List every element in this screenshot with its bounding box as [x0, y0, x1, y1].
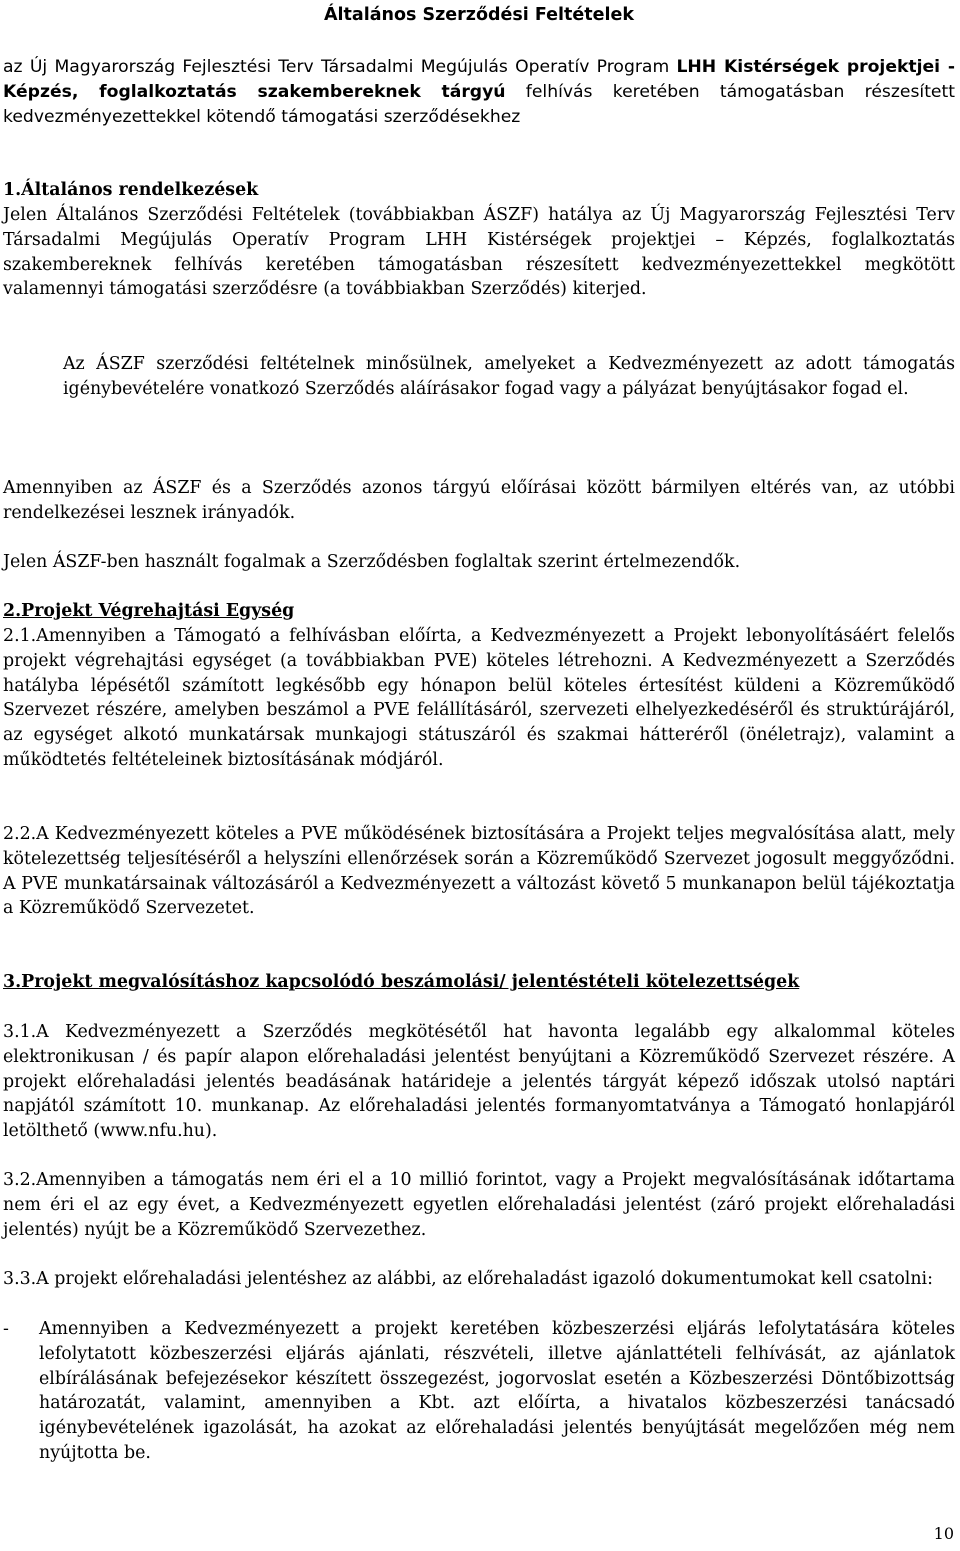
section-1-paragraph-2: Az ÁSZF szerződési feltételnek minősülnek, amelyeket a Kedvezményezett az adott támogatás igénybevételére vonatkozó Szerződés aláírásakor fogad vagy a pályázat benyújtásakor fogad el.	[63, 354, 955, 399]
section-2-heading	[3, 599, 955, 624]
section-1-paragraph-3: Amennyiben az ÁSZF és a Szerződés azonos tárgyú előírásai között bármilyen eltérés van, az utóbbi rendelkezései lesznek irányadók.	[3, 478, 955, 523]
section-3-heading-text: 3.Projekt megvalósításhoz kapcsolódó beszámolási/ jelentéstételi kötelezettségek	[3, 972, 800, 992]
section-3-paragraph-2: 3.2.Amennyiben a támogatás nem éri el a 10 millió forintot, vagy a Projekt megvalósításának időtartama nem éri el az egy évet, a Kedvezményezett egyetlen előrehaladási jelentést (záró projekt előrehaladási jelentés) nyújt be a Közreműködő Szervezethez.	[3, 1170, 955, 1240]
section-2-heading-text: 2.Projekt Végrehajtási Egység	[3, 601, 295, 621]
page-number: 10	[933, 1524, 954, 1543]
section-2-paragraph-2: 2.2.A Kedvezményezett köteles a PVE működésének biztosítására a Projekt teljes megvalósítása alatt, mely kötelezettség teljesítéséről a helyszíni ellenőrzések során a Közreműködő Szervezet jogosult meggyőződni. A PVE munkatársainak változásáról a Kedvezményezett a változást követő 5 munkanapon belül tájékoztatja a Közreműködő Szervezetet.	[3, 824, 955, 919]
section-1-heading: 1.Általános rendelkezések	[3, 180, 259, 200]
intro-bold-text: LHH Kistérségek projektjei - Képzés, foglalkoztatás szakembereknek tárgyú	[3, 57, 955, 102]
section-1-paragraph-4: Jelen ÁSZF-ben használt fogalmak a Szerződésben foglaltak szerint értelmezendők.	[3, 552, 741, 572]
section-1-paragraph-1: Jelen Általános Szerződési Feltételek (továbbiakban ÁSZF) hatálya az Új Magyarország Fejlesztési Terv Társadalmi Megújulás Operatív Program LHH Kistérségek projektjei – Képzés, foglalkoztatás szakembereknek felhívás keretében támogatásban részesített kedvezményezettekkel megkötött valamennyi támogatási szerződésre (a továbbiakban Szerződés) kiterjed.	[3, 205, 955, 300]
section-3-heading	[3, 970, 955, 995]
section-2-paragraph-1: 2.1.Amennyiben a Támogató a felhívásban előírta, a Kedvezményezett a Projekt lebonyolításáért felelős projekt végrehajtási egységet (a továbbiakban PVE) köteles létrehozni. A Kedvezményezett a Szerződés hatályba lépésétől számított legkésőbb egy hónapon belül köteles értesítést küldeni a Közreműködő Szervezet részére, amelyben beszámol a PVE felállításáról, szervezeti elhelyezkedéséről és struktúrájáról, az egységet alkotó munkatársak munkajogi státuszáról és szakmai hátteréről (önéletrajz), valamint a működtetés feltételeinek biztosításának módjáról.	[3, 626, 955, 770]
list-dash: -	[3, 1319, 9, 1339]
intro-text-2: felhívás keretében támogatásban részesített kedvezményezettekkel kötendő támogatási szerződésekhez	[3, 81, 955, 127]
section-3-paragraph-1: 3.1.A Kedvezményezett a Szerződés megkötésétől hat havonta legalább egy alkalommal köteles elektronikusan / és papír alapon előrehaladási jelentést benyújtani a Közreműködő Szervezet részére. A projekt előrehaladási jelentés beadásának határideje a jelentés tárgyát képező időszak utolsó naptári napjától számított 10. munkanap. Az előrehaladási jelentés formanyomtatványa a Támogató honlapjáról letölthető (www.nfu.hu).	[3, 1022, 955, 1142]
section-3-paragraph-3: 3.3.A projekt előrehaladási jelentéshez az alábbi, az előrehaladást igazoló dokumentumokat kell csatolni:	[3, 1269, 933, 1289]
intro-paragraph	[3, 55, 955, 129]
document-title: Általános Szerződési Feltételek	[323, 5, 634, 25]
list-item-text: Amennyiben a Kedvezményezett a projekt keretében közbeszerzési eljárás lefolytatására köteles lefolytatott közbeszerzési eljárás ajánlati, részvételi, illetve ajánlattételi felhívását, az ajánlatok elbírálásának befejezésekor készített összegezést, jogorvoslat esetén a Közbeszerzési Döntőbizottság határozatát, valamint, amennyiben a Kbt. azt előírta, a hivatalos közbeszerzési tanácsadó igénybevételének igazolását, ha azokat az előrehaladási jelentés benyújtását megelőzően még nem nyújtotta be.	[39, 1319, 955, 1463]
intro-text-1: az Új Magyarország Fejlesztési Terv Társadalmi Megújulás Operatív Program	[3, 57, 677, 77]
